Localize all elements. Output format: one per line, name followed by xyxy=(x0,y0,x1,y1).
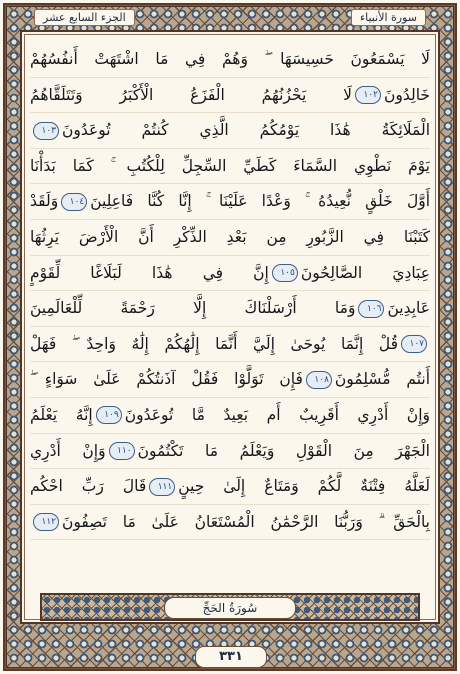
page-header xyxy=(20,6,440,28)
aya-marker: ١١٢ xyxy=(33,513,59,531)
verse-line: كَتَبْنَا فِي الزَّبُورِ مِن بَعْدِ الذِّكْرِ أَنَّ الْأَرْضَ يَرِثُهَا xyxy=(30,220,430,256)
verse-line: خَالِدُونَ١٠٢لَا يَحْزُنُهُمُ الْفَزَعُ الْأَكْبَرُ وَتَتَلَقَّاهُمُ xyxy=(30,78,430,114)
aya-marker: ١١١ xyxy=(149,478,175,496)
verse-line: أَنتُم مُّسْلِمُونَ١٠٨فَإِن تَوَلَّوْا فَقُلْ آذَنتُكُمْ عَلَىٰ سَوَاءٍ ۖ xyxy=(30,362,430,398)
aya-marker: ١٠٩ xyxy=(96,406,122,424)
next-surah-title: سُورَةُ الحَجِّ xyxy=(164,597,296,619)
verse-line: لَا يَسْمَعُونَ حَسِيسَهَا ۖ وَهُمْ فِي مَا اشْتَهَتْ أَنفُسُهُمْ xyxy=(30,42,430,78)
verse-line: ١٠٧قُلْ إِنَّمَا يُوحَىٰ إِلَيَّ أَنَّمَا إِلَٰهُكُمْ إِلَٰهٌ وَاحِدٌ ۖ فَهَلْ xyxy=(30,327,430,363)
aya-marker: ١٠٢ xyxy=(355,86,381,104)
aya-marker: ١٠٥ xyxy=(272,264,298,282)
surah-title: سورة الأنبياء xyxy=(351,9,426,26)
aya-marker: ١٠٨ xyxy=(306,371,332,389)
verse-lines xyxy=(30,42,430,540)
verse-line: الْجَهْرَ مِنَ الْقَوْلِ وَيَعْلَمُ مَا تَكْتُمُونَ١١٠وَإِنْ أَدْرِي xyxy=(30,434,430,470)
verse-line: الْمَلَائِكَةُ هَٰذَا يَوْمُكُمُ الَّذِي كُنتُمْ تُوعَدُونَ١٠٣ xyxy=(30,113,430,149)
verse-line: وَإِنْ أَدْرِي أَقَرِيبٌ أَم بَعِيدٌ مَّا تُوعَدُونَ١٠٩إِنَّهُ يَعْلَمُ xyxy=(30,398,430,434)
aya-marker: ١٠٣ xyxy=(33,122,59,140)
juz-title: الجزء السابع عشر xyxy=(34,9,135,26)
verse-line: بِالْحَقِّ ۗ وَرَبُّنَا الرَّحْمَٰنُ الْمُسْتَعَانُ عَلَىٰ مَا تَصِفُونَ١١٢ xyxy=(30,505,430,541)
surah-banner xyxy=(40,593,420,621)
page-number: ٣٣١ xyxy=(195,646,267,668)
verse-line: أَوَّلَ خَلْقٍ نُّعِيدُهُ ۚ وَعْدًا عَلَيْنَا ۚ إِنَّا كُنَّا فَاعِلِينَ١٠٤وَلَقَدْ xyxy=(30,184,430,220)
verse-line: يَوْمَ نَطْوِي السَّمَاءَ كَطَيِّ السِّجِلِّ لِلْكُتُبِ ۚ كَمَا بَدَأْنَا xyxy=(30,149,430,185)
aya-marker: ١٠٧ xyxy=(401,335,427,353)
aya-marker: ١١٠ xyxy=(109,442,135,460)
aya-marker: ١٠٤ xyxy=(61,193,87,211)
verse-line: لَعَلَّهُ فِتْنَةٌ لَّكُمْ وَمَتَاعٌ إِلَىٰ حِينٍ١١١قَالَ رَبِّ احْكُم xyxy=(30,469,430,505)
verse-line: عَابِدِينَ١٠٦وَمَا أَرْسَلْنَاكَ إِلَّا رَحْمَةً لِّلْعَالَمِينَ xyxy=(30,291,430,327)
verse-line: عِبَادِيَ الصَّالِحُونَ١٠٥إِنَّ فِي هَٰذَا لَبَلَاغًا لِّقَوْمٍ xyxy=(30,256,430,292)
aya-marker: ١٠٦ xyxy=(358,300,384,318)
